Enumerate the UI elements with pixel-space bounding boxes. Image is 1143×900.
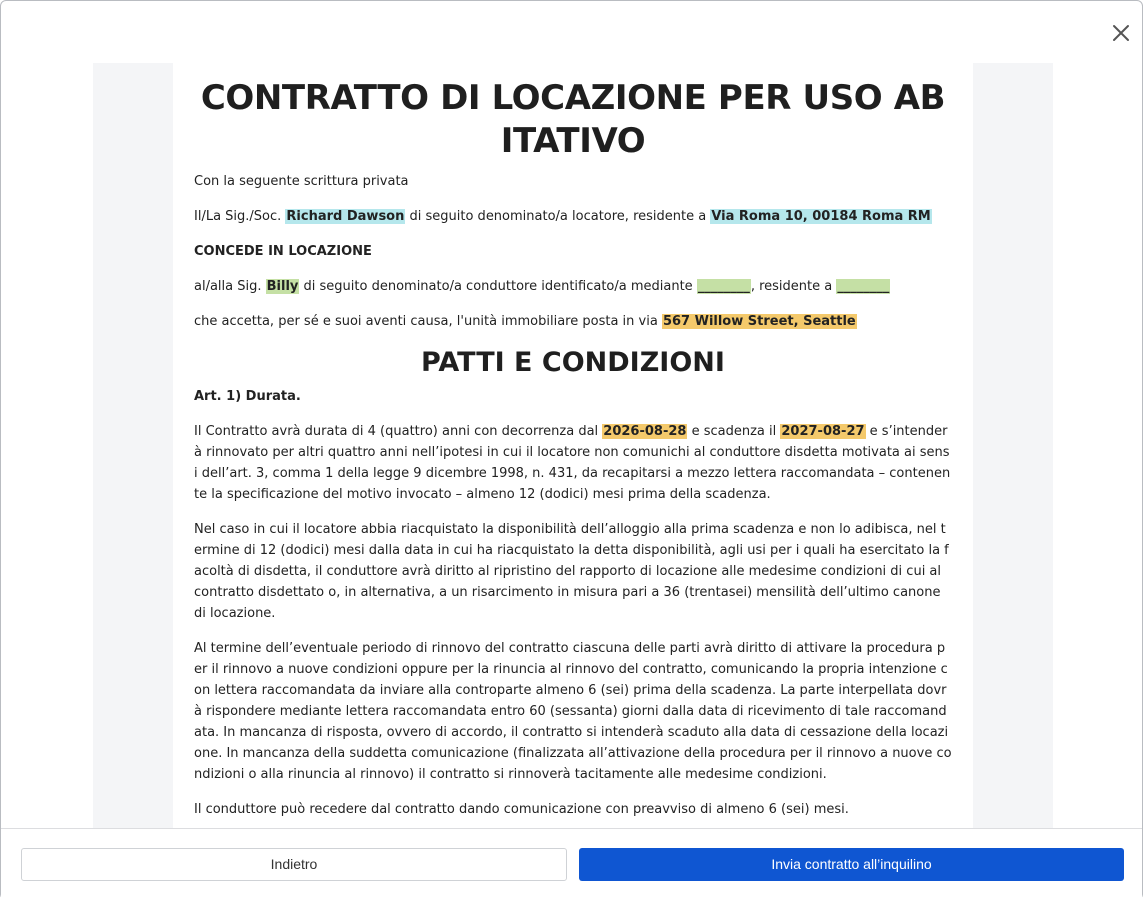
landlord-line: Il/La Sig./Soc. Richard Dawson di seguito denominato/a locatore, residente a Via Roma 10, 00184 Roma RM [194,209,931,224]
document-viewer[interactable] [93,63,1053,828]
landlord-name-field: Richard Dawson [286,209,405,224]
art1-paragraph-1: Il Contratto avrà durata di 4 (quattro) anni con decorrenza dal 2026-08-28 e scadenza il 2027-08-27 e s’intenderà rinnovato per altri quattro anni nell’ipotesi in cui il locatore non comunichi al conduttore disdetta motivata ai sensi dell’art. 3, comma 1 della legge 9 dicembre 1998, n. 431, da recapitarsi a mezzo lettera raccomandata – contenente la specificazione del motivo invocato – almeno 12 (dodici) mesi prima della scadenza. [194,424,951,502]
section-title: PATTI E CONDIZIONI [421,347,725,378]
document-page [173,63,973,863]
close-button[interactable] [1109,21,1133,45]
art1-paragraph-2: Nel caso in cui il locatore abbia riacquistato la disponibilità dell’alloggio alla prima scadenza e non lo adibisca, nel termine di 12 (dodici) mesi dalla data in cui ha riacquistato la detta disponibilità, agli usi per i quali ha esercitato la facoltà di disdetta, il conduttore avrà diritto al ripristino del rapporto di locazione alle medesime condizioni di cui al contratto disdettato o, in alternativa, a un risarcimento in misura pari a 36 (trentasei) mensilità dell’ultimo canone di locazione. [194,522,949,621]
tenant-id-field: ________ [697,279,750,294]
end-date-field: 2027-08-27 [781,424,865,439]
property-line: che accetta, per sé e suoi aventi causa, l'unità immobiliare posta in via 567 Willow Street, Seattle [194,314,856,329]
dialog-footer [1,828,1142,900]
close-icon[interactable] [1109,21,1133,45]
back-button[interactable]: Indietro [21,848,567,881]
art1-heading: Art. 1) Durata. [194,389,301,404]
tenant-name-field: Billy [266,279,299,294]
concede-heading: CONCEDE IN LOCAZIONE [194,244,372,259]
property-address-field: 567 Willow Street, Seattle [662,314,856,329]
art1-paragraph-3: Al termine dell’eventuale periodo di rinnovo del contratto ciascuna delle parti avrà diritto di attivare la procedura per il rinnovo a nuove condizioni oppure per la rinuncia al rinnovo del contratto, comunicando la propria intenzione con lettera raccomandata da inviare alla controparte almeno 6 (sei) prima della scadenza. La parte interpellata dovrà rispondere mediante lettera raccomandata entro 60 (sessanta) giorni dalla data di ricevimento di tale raccomandata. In mancanza di risposta, ovvero di accordo, il contratto si intenderà scaduto alla data di cessazione della locazione. In mancanza della suddetta comunicazione (finalizzata all’attivazione della procedura per il rinnovo a nuove condizioni o alla rinuncia al rinnovo) il contratto si rinnoverà tacitamente alle medesime condizioni. [194,641,952,782]
document-title: CONTRATTO DI LOCAZIONE PER USO ABITATIVO [200,78,946,161]
start-date-field: 2026-08-28 [603,424,687,439]
tenant-line: al/alla Sig. Billy di seguito denominato/a conduttore identificato/a mediante ________, residente a ________ [194,279,890,294]
intro-text: Con la seguente scrittura privata [194,174,409,189]
tenant-residence-field: ________ [837,279,890,294]
art1-paragraph-4: Il conduttore può recedere dal contratto dando comunicazione con preavviso di almeno 6 (sei) mesi. [194,802,849,817]
landlord-address-field: Via Roma 10, 00184 Roma RM [711,209,931,224]
send-contract-button[interactable]: Invia contratto all’inquilino [579,848,1124,881]
